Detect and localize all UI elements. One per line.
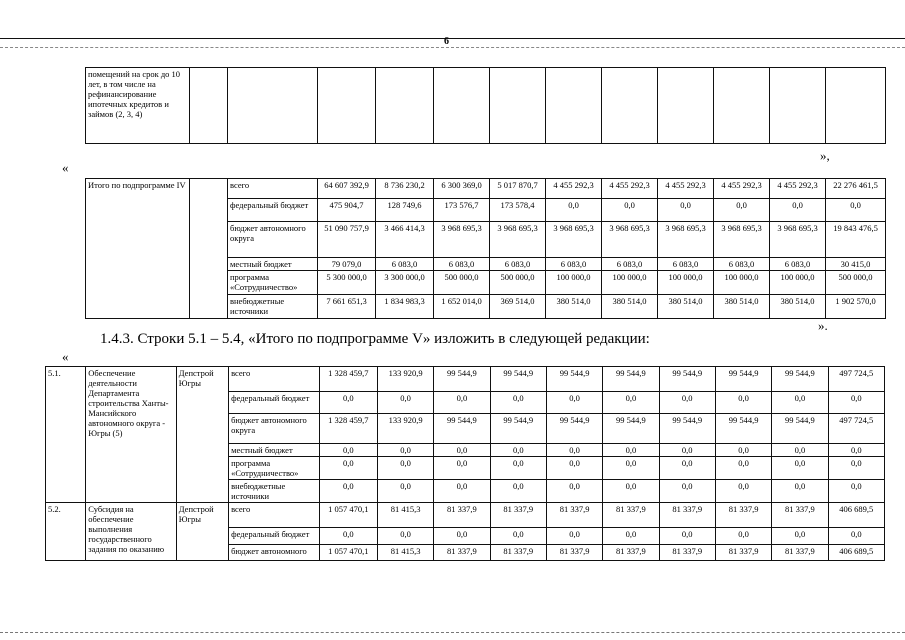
value-cell: 0,0 bbox=[490, 480, 546, 503]
itogo-iv-exec bbox=[190, 179, 228, 319]
value-cell: 0,0 bbox=[772, 457, 828, 480]
value-cell: 128 749,6 bbox=[376, 199, 434, 222]
value-cell: 1 057 470,1 bbox=[319, 545, 377, 561]
value-cell: 0,0 bbox=[546, 444, 602, 457]
value-cell: 81 415,3 bbox=[377, 503, 433, 528]
top-rule bbox=[0, 38, 905, 39]
value-cell: 81 337,9 bbox=[659, 503, 715, 528]
value-cell: 6 083,0 bbox=[770, 258, 826, 271]
value-cell: 0,0 bbox=[603, 528, 659, 545]
source-cell: местный бюджет bbox=[229, 444, 320, 457]
value-cell: 0,0 bbox=[772, 444, 828, 457]
value-cell: 3 968 695,3 bbox=[490, 222, 546, 258]
value-cell: 0,0 bbox=[659, 392, 715, 414]
value-cell: 0,0 bbox=[490, 457, 546, 480]
value-cell: 100 000,0 bbox=[714, 271, 770, 295]
value-cell: 6 083,0 bbox=[546, 258, 602, 271]
value-cell: 81 337,9 bbox=[434, 503, 490, 528]
value-cell: 133 920,9 bbox=[377, 414, 433, 444]
value-cell: 99 544,9 bbox=[546, 367, 602, 392]
value-cell: 0,0 bbox=[434, 392, 490, 414]
value-cell: 173 576,7 bbox=[434, 199, 490, 222]
source-cell: федеральный бюджет bbox=[228, 199, 318, 222]
value-cell: 99 544,9 bbox=[490, 414, 546, 444]
value-cell: 380 514,0 bbox=[546, 295, 602, 319]
value-cell: 0,0 bbox=[490, 444, 546, 457]
value-cell: 99 544,9 bbox=[434, 367, 490, 392]
value-cell: 81 415,3 bbox=[377, 545, 433, 561]
value-cell: 0,0 bbox=[434, 457, 490, 480]
value-cell: 173 578,4 bbox=[490, 199, 546, 222]
value-cell: 380 514,0 bbox=[714, 295, 770, 319]
value-cell: 4 455 292,3 bbox=[714, 179, 770, 199]
table-row bbox=[46, 503, 885, 528]
value-cell: 6 083,0 bbox=[714, 258, 770, 271]
value-cell: 0,0 bbox=[828, 528, 884, 545]
quote-open-2: « bbox=[62, 349, 69, 364]
source-cell: местный бюджет bbox=[228, 258, 318, 271]
value-cell: 380 514,0 bbox=[658, 295, 714, 319]
value-cell: 0,0 bbox=[772, 528, 828, 545]
value-cell: 0,0 bbox=[603, 457, 659, 480]
value-cell: 0,0 bbox=[603, 392, 659, 414]
value-cell: 3 968 695,3 bbox=[714, 222, 770, 258]
value-cell: 497 724,5 bbox=[828, 367, 884, 392]
row-exec: Депстрой Югры bbox=[176, 503, 228, 561]
value-cell: 81 337,9 bbox=[546, 503, 602, 528]
value-cell: 51 090 757,9 bbox=[318, 222, 376, 258]
value-cell: 1 834 983,3 bbox=[376, 295, 434, 319]
value-cell: 406 689,5 bbox=[828, 545, 884, 561]
value-cell: 6 083,0 bbox=[376, 258, 434, 271]
value-cell: 0,0 bbox=[377, 457, 433, 480]
value-cell: 0,0 bbox=[603, 480, 659, 503]
value-cell: 0,0 bbox=[546, 528, 602, 545]
section-heading: 1.4.3. Строки 5.1 – 5.4, «Итого по подпрограмме V» изложить в следующей редакции: bbox=[100, 331, 650, 347]
value-cell: 99 544,9 bbox=[434, 414, 490, 444]
value-cell: 1 328 459,7 bbox=[319, 367, 377, 392]
source-cell: федеральный бюджет bbox=[229, 392, 320, 414]
value-cell: 369 514,0 bbox=[490, 295, 546, 319]
value-cell: 81 337,9 bbox=[490, 545, 546, 561]
value-cell: 3 968 695,3 bbox=[602, 222, 658, 258]
value-cell: 81 337,9 bbox=[715, 503, 771, 528]
value-cell: 0,0 bbox=[770, 199, 826, 222]
value-cell: 0,0 bbox=[546, 392, 602, 414]
value-cell: 81 337,9 bbox=[659, 545, 715, 561]
value-cell: 500 000,0 bbox=[826, 271, 886, 295]
value-cell: 497 724,5 bbox=[828, 414, 884, 444]
value-cell: 0,0 bbox=[319, 444, 377, 457]
value-cell: 99 544,9 bbox=[603, 414, 659, 444]
value-cell: 81 337,9 bbox=[772, 545, 828, 561]
value-cell: 81 337,9 bbox=[715, 545, 771, 561]
value-cell: 99 544,9 bbox=[546, 414, 602, 444]
value-cell: 99 544,9 bbox=[715, 367, 771, 392]
row-num: 5.2. bbox=[46, 503, 86, 561]
row-num: 5.1. bbox=[46, 367, 86, 503]
quote-close-1: », bbox=[820, 148, 830, 163]
value-cell: 99 544,9 bbox=[772, 414, 828, 444]
value-cell: 500 000,0 bbox=[490, 271, 546, 295]
value-cell: 380 514,0 bbox=[602, 295, 658, 319]
value-cell: 0,0 bbox=[490, 528, 546, 545]
value-cell: 30 415,0 bbox=[826, 258, 886, 271]
value-cell: 0,0 bbox=[546, 480, 602, 503]
value-cell: 19 843 476,5 bbox=[826, 222, 886, 258]
value-cell: 81 337,9 bbox=[490, 503, 546, 528]
source-cell: бюджет автономного округа bbox=[228, 222, 318, 258]
source-cell: федеральный бюджет bbox=[229, 528, 320, 545]
value-cell: 3 968 695,3 bbox=[434, 222, 490, 258]
value-cell: 0,0 bbox=[715, 528, 771, 545]
value-cell: 500 000,0 bbox=[434, 271, 490, 295]
itogo-iv-name: Итого по подпрограмме IV bbox=[86, 179, 190, 319]
value-cell: 0,0 bbox=[828, 480, 884, 503]
source-cell: программа «Сотрудничество» bbox=[229, 457, 320, 480]
source-cell: всего bbox=[229, 503, 320, 528]
value-cell: 4 455 292,3 bbox=[602, 179, 658, 199]
row-exec: Депстрой Югры bbox=[176, 367, 228, 503]
top-table bbox=[85, 67, 886, 144]
value-cell: 5 017 870,7 bbox=[490, 179, 546, 199]
value-cell: 99 544,9 bbox=[659, 367, 715, 392]
value-cell: 100 000,0 bbox=[602, 271, 658, 295]
value-cell: 1 057 470,1 bbox=[319, 503, 377, 528]
value-cell: 4 455 292,3 bbox=[770, 179, 826, 199]
value-cell: 0,0 bbox=[714, 199, 770, 222]
source-cell: внебюджетные источники bbox=[228, 295, 318, 319]
value-cell: 3 968 695,3 bbox=[658, 222, 714, 258]
value-cell: 0,0 bbox=[377, 480, 433, 503]
value-cell: 81 337,9 bbox=[603, 545, 659, 561]
source-cell: всего bbox=[228, 179, 318, 199]
source-cell: внебюджетные источники bbox=[229, 480, 320, 503]
value-cell: 100 000,0 bbox=[770, 271, 826, 295]
value-cell: 0,0 bbox=[377, 444, 433, 457]
row-name: Обеспечение деятельности Департамента строительства Ханты-Мансийского автономного округа - Югры (5) bbox=[86, 367, 177, 503]
source-cell: бюджет автономного округа bbox=[229, 414, 320, 444]
value-cell: 0,0 bbox=[715, 392, 771, 414]
quote-close-2: ». bbox=[818, 318, 828, 333]
value-cell: 7 661 651,3 bbox=[318, 295, 376, 319]
value-cell: 1 902 570,0 bbox=[826, 295, 886, 319]
value-cell: 6 083,0 bbox=[658, 258, 714, 271]
value-cell: 0,0 bbox=[659, 528, 715, 545]
value-cell: 0,0 bbox=[546, 199, 602, 222]
value-cell: 1 652 014,0 bbox=[434, 295, 490, 319]
value-cell: 0,0 bbox=[658, 199, 714, 222]
bottom-rule bbox=[0, 632, 905, 633]
sub-table bbox=[45, 366, 885, 561]
value-cell: 6 300 369,0 bbox=[434, 179, 490, 199]
value-cell: 0,0 bbox=[546, 457, 602, 480]
table-row bbox=[46, 367, 885, 392]
value-cell: 0,0 bbox=[319, 457, 377, 480]
value-cell: 0,0 bbox=[828, 457, 884, 480]
value-cell: 64 607 392,9 bbox=[318, 179, 376, 199]
value-cell: 0,0 bbox=[715, 444, 771, 457]
value-cell: 81 337,9 bbox=[546, 545, 602, 561]
value-cell: 0,0 bbox=[434, 528, 490, 545]
value-cell: 6 083,0 bbox=[602, 258, 658, 271]
source-cell: всего bbox=[229, 367, 320, 392]
value-cell: 475 904,7 bbox=[318, 199, 376, 222]
value-cell: 100 000,0 bbox=[658, 271, 714, 295]
value-cell: 0,0 bbox=[377, 528, 433, 545]
value-cell: 6 083,0 bbox=[490, 258, 546, 271]
value-cell: 0,0 bbox=[319, 480, 377, 503]
value-cell: 99 544,9 bbox=[490, 367, 546, 392]
value-cell: 100 000,0 bbox=[546, 271, 602, 295]
value-cell: 3 968 695,3 bbox=[770, 222, 826, 258]
value-cell: 0,0 bbox=[319, 392, 377, 414]
value-cell: 0,0 bbox=[772, 480, 828, 503]
value-cell: 0,0 bbox=[659, 457, 715, 480]
itogo-iv-table bbox=[85, 178, 886, 319]
quote-open-1: « bbox=[62, 160, 69, 175]
value-cell: 406 689,5 bbox=[828, 503, 884, 528]
value-cell: 99 544,9 bbox=[772, 367, 828, 392]
value-cell: 5 300 000,0 bbox=[318, 271, 376, 295]
value-cell: 0,0 bbox=[603, 444, 659, 457]
value-cell: 0,0 bbox=[434, 480, 490, 503]
value-cell: 22 276 461,5 bbox=[826, 179, 886, 199]
value-cell: 99 544,9 bbox=[659, 414, 715, 444]
top-table-label: помещений на срок до 10 лет, в том числе на рефинансирование ипотечных кредитов и займов (2, 3, 4) bbox=[86, 68, 190, 144]
page-number: 6 bbox=[444, 36, 449, 47]
source-cell: программа «Сотрудничество» bbox=[228, 271, 318, 295]
top-rule-thin bbox=[0, 47, 905, 48]
value-cell: 4 455 292,3 bbox=[546, 179, 602, 199]
value-cell: 0,0 bbox=[602, 199, 658, 222]
source-cell: бюджет автономного bbox=[229, 545, 320, 561]
value-cell: 0,0 bbox=[715, 480, 771, 503]
value-cell: 1 328 459,7 bbox=[319, 414, 377, 444]
value-cell: 0,0 bbox=[772, 392, 828, 414]
value-cell: 133 920,9 bbox=[377, 367, 433, 392]
value-cell: 0,0 bbox=[319, 528, 377, 545]
value-cell: 3 968 695,3 bbox=[546, 222, 602, 258]
value-cell: 81 337,9 bbox=[603, 503, 659, 528]
value-cell: 4 455 292,3 bbox=[658, 179, 714, 199]
itogo-iv-row bbox=[86, 179, 886, 199]
value-cell: 380 514,0 bbox=[770, 295, 826, 319]
value-cell: 0,0 bbox=[715, 457, 771, 480]
value-cell: 6 083,0 bbox=[434, 258, 490, 271]
value-cell: 99 544,9 bbox=[715, 414, 771, 444]
value-cell: 0,0 bbox=[826, 199, 886, 222]
value-cell: 8 736 230,2 bbox=[376, 179, 434, 199]
value-cell: 79 079,0 bbox=[318, 258, 376, 271]
value-cell: 0,0 bbox=[828, 444, 884, 457]
value-cell: 0,0 bbox=[377, 392, 433, 414]
value-cell: 0,0 bbox=[434, 444, 490, 457]
value-cell: 0,0 bbox=[828, 392, 884, 414]
value-cell: 3 300 000,0 bbox=[376, 271, 434, 295]
value-cell: 99 544,9 bbox=[603, 367, 659, 392]
value-cell: 81 337,9 bbox=[772, 503, 828, 528]
value-cell: 0,0 bbox=[659, 444, 715, 457]
value-cell: 3 466 414,3 bbox=[376, 222, 434, 258]
value-cell: 81 337,9 bbox=[434, 545, 490, 561]
value-cell: 0,0 bbox=[659, 480, 715, 503]
value-cell: 0,0 bbox=[490, 392, 546, 414]
row-name: Субсидия на обеспечение выполнения государственного задания по оказанию bbox=[86, 503, 177, 561]
